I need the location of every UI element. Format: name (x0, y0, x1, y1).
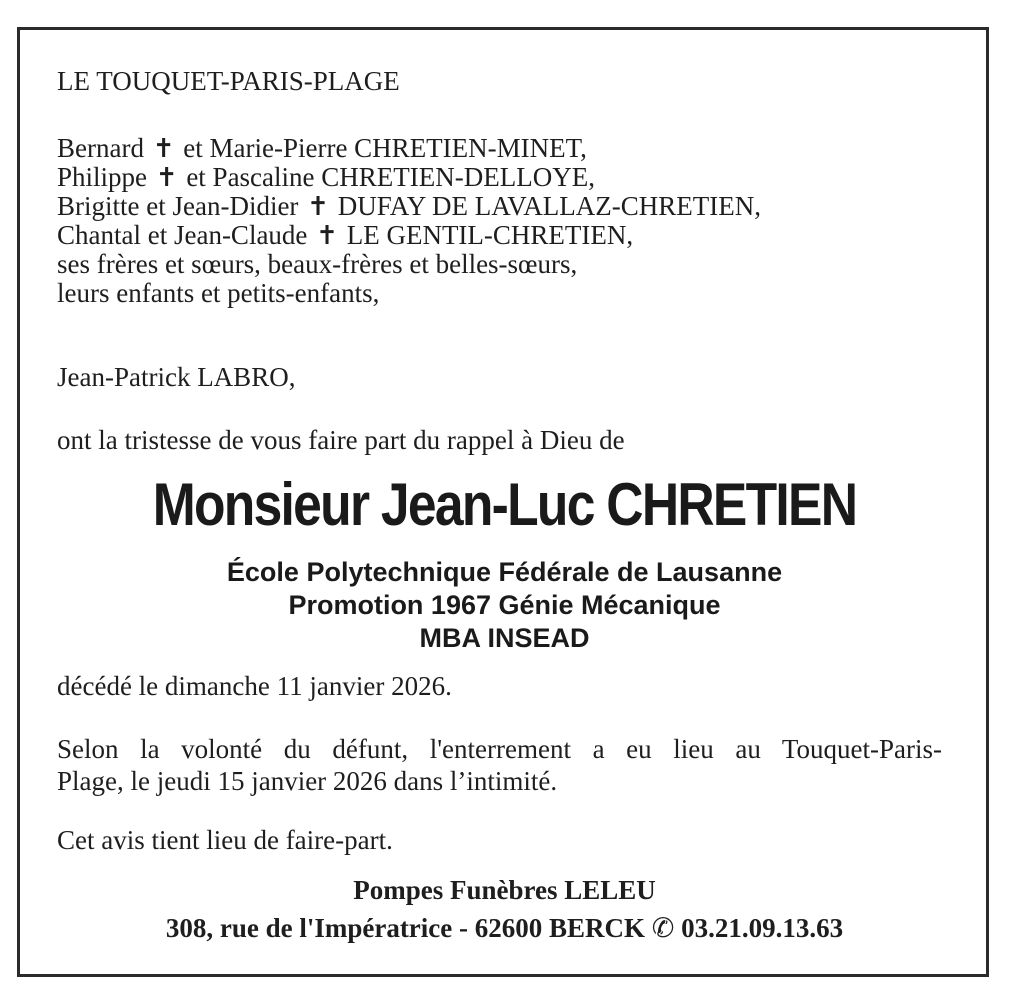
place-heading: LE TOUQUET-PARIS-PLAGE (57, 66, 400, 96)
cross-icon: ✝ (155, 163, 178, 193)
announcement-line: ont la tristesse de vous faire part du rappel à Dieu de (57, 425, 625, 455)
family-line: Bernard ✝ et Marie-Pierre CHRETIEN-MINET, (57, 133, 587, 164)
phone-icon: ✆ (651, 913, 675, 944)
credential-school: École Polytechnique Fédérale de Lausanne (226, 557, 783, 587)
family-line: Brigitte et Jean-Didier ✝ DUFAY DE LAVALLAZ-CHRETIEN, (57, 191, 761, 222)
burial-paragraph (57, 733, 942, 797)
family-line: leurs enfants et petits-enfants, (57, 278, 380, 308)
funeral-home-address: 308, rue de l'Impératrice - 62600 BERCK (165, 913, 646, 943)
credential-promotion: Promotion 1967 Génie Mécanique (288, 590, 721, 620)
family-list (57, 134, 761, 308)
burial-line: Plage, le jeudi 15 janvier 2026 dans l’intimité. (57, 766, 558, 796)
family-line: Philippe ✝ et Pascaline CHRETIEN-DELLOYE, (57, 162, 595, 193)
death-date: décédé le dimanche 11 janvier 2026. (57, 671, 452, 701)
cross-icon: ✝ (152, 134, 175, 164)
closing-line: Cet avis tient lieu de faire-part. (57, 825, 393, 855)
family-line: ses frères et sœurs, beaux-frères et belles-sœurs, (57, 249, 578, 279)
family-line: Chantal et Jean-Claude ✝ LE GENTIL-CHRETIEN, (57, 220, 634, 251)
deceased-name: Monsieur Jean-Luc CHRETIEN (152, 471, 857, 538)
cross-icon: ✝ (307, 192, 329, 222)
funeral-home-address-line (0, 910, 1009, 947)
credential-mba: MBA INSEAD (419, 623, 590, 653)
funeral-home-phone: 03.21.09.13.63 (681, 913, 844, 943)
funeral-home-name: Pompes Funèbres LELEU (353, 875, 656, 905)
cross-icon: ✝ (316, 221, 338, 251)
burial-line: Selon la volonté du défunt, l'enterrement a eu lieu au Touquet-Paris- (57, 734, 942, 764)
partner-line: Jean-Patrick LABRO, (57, 362, 296, 392)
